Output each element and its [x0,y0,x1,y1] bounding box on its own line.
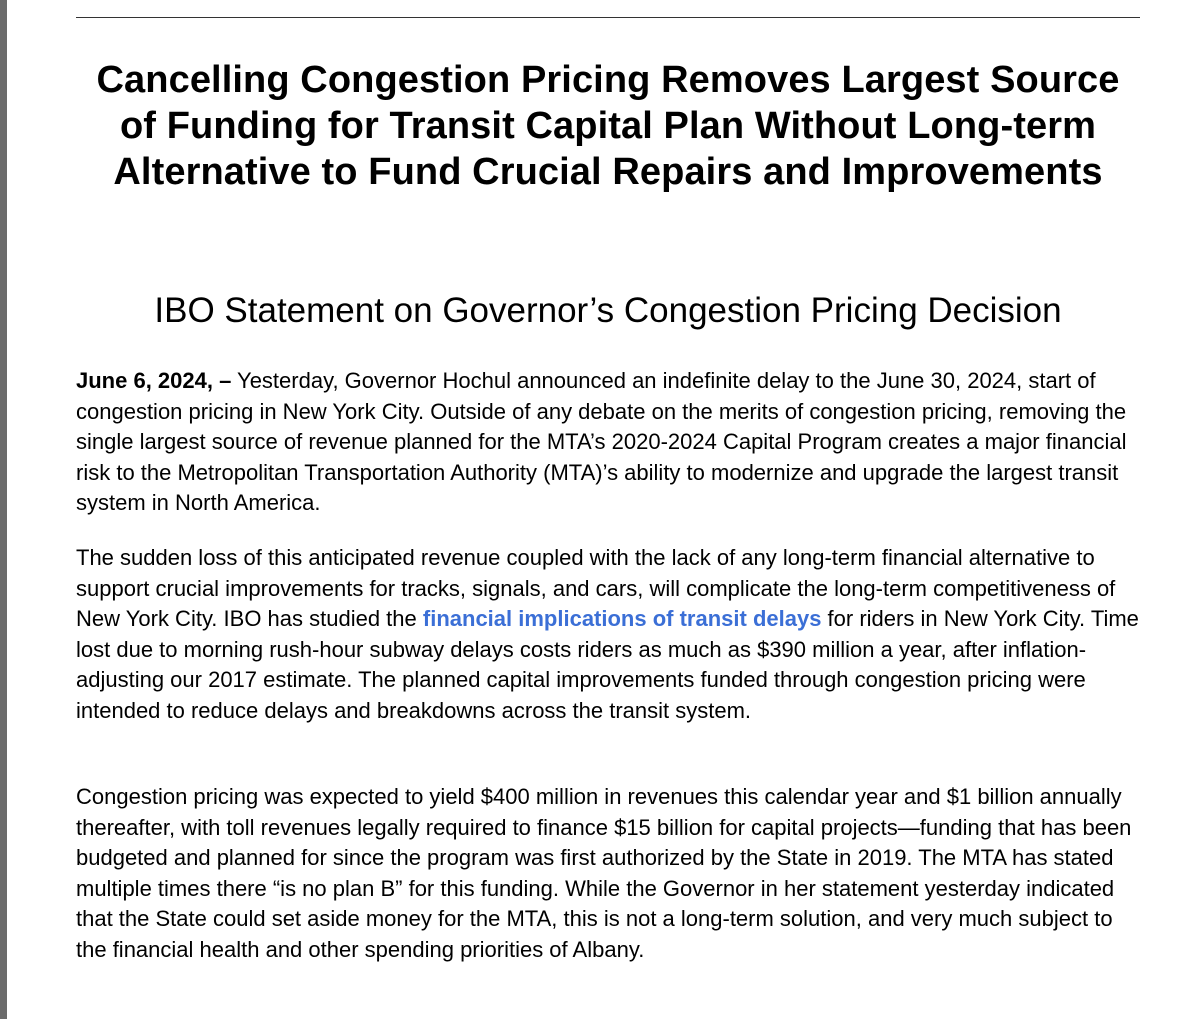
paragraph-2-text-after-link: for riders in New York City. Time lost due to morning rush-hour subway delays costs riders as much as $390 million a year, after inflation-adjusting our 2017 estimate. The planned capital improvements funded through congestion pricing were intended to reduce delays and breakdowns across the transit system. [76,606,1139,723]
dateline: June 6, 2024, – [76,368,232,393]
window-left-edge [0,0,7,1019]
paragraph-1-text: Yesterday, Governor Hochul announced an indefinite delay to the June 30, 2024, start of congestion pricing in New York City. Outside of any debate on the merits of congestion pricing, removing the single largest source of revenue planned for the MTA’s 2020-2024 Capital Program creates a major financial risk to the Metropolitan Transportation Authority (MTA)’s ability to modernize and upgrade the largest transit system in North America. [76,368,1127,515]
paragraph-2-text-before-link: The sudden loss of this anticipated revenue coupled with the lack of any long-term financial alternative to support crucial improvements for tracks, signals, and cars, will complicate the long-term competitiveness of New York City. IBO has studied the [76,545,1116,631]
paragraph-3: Congestion pricing was expected to yield $400 million in revenues this calendar year and $1 billion annually thereafter, with toll revenues legally required to finance $15 billion for capital projects—funding that has been budgeted and planned for since the program was first authorized by the State in 2019. The MTA has stated multiple times there “is no plan B” for this funding. While the Governor in her statement yesterday indicated that the State could set aside money for the MTA, this is not a long-term solution, and very much subject to the financial health and other spending priorities of Albany. [76,784,1132,962]
top-divider [76,17,1140,18]
paragraph-2 [76,543,1142,726]
paragraph-1 [76,366,1142,519]
subtitle: IBO Statement on Governor’s Congestion Pricing Decision [154,291,1062,330]
headline: Cancelling Congestion Pricing Removes Largest Source of Funding for Transit Capital Plan Without Long-term Alternative to Fund Crucial Repairs and Improvements [96,59,1120,193]
transit-delays-link[interactable]: financial implications of transit delays [422,606,822,631]
